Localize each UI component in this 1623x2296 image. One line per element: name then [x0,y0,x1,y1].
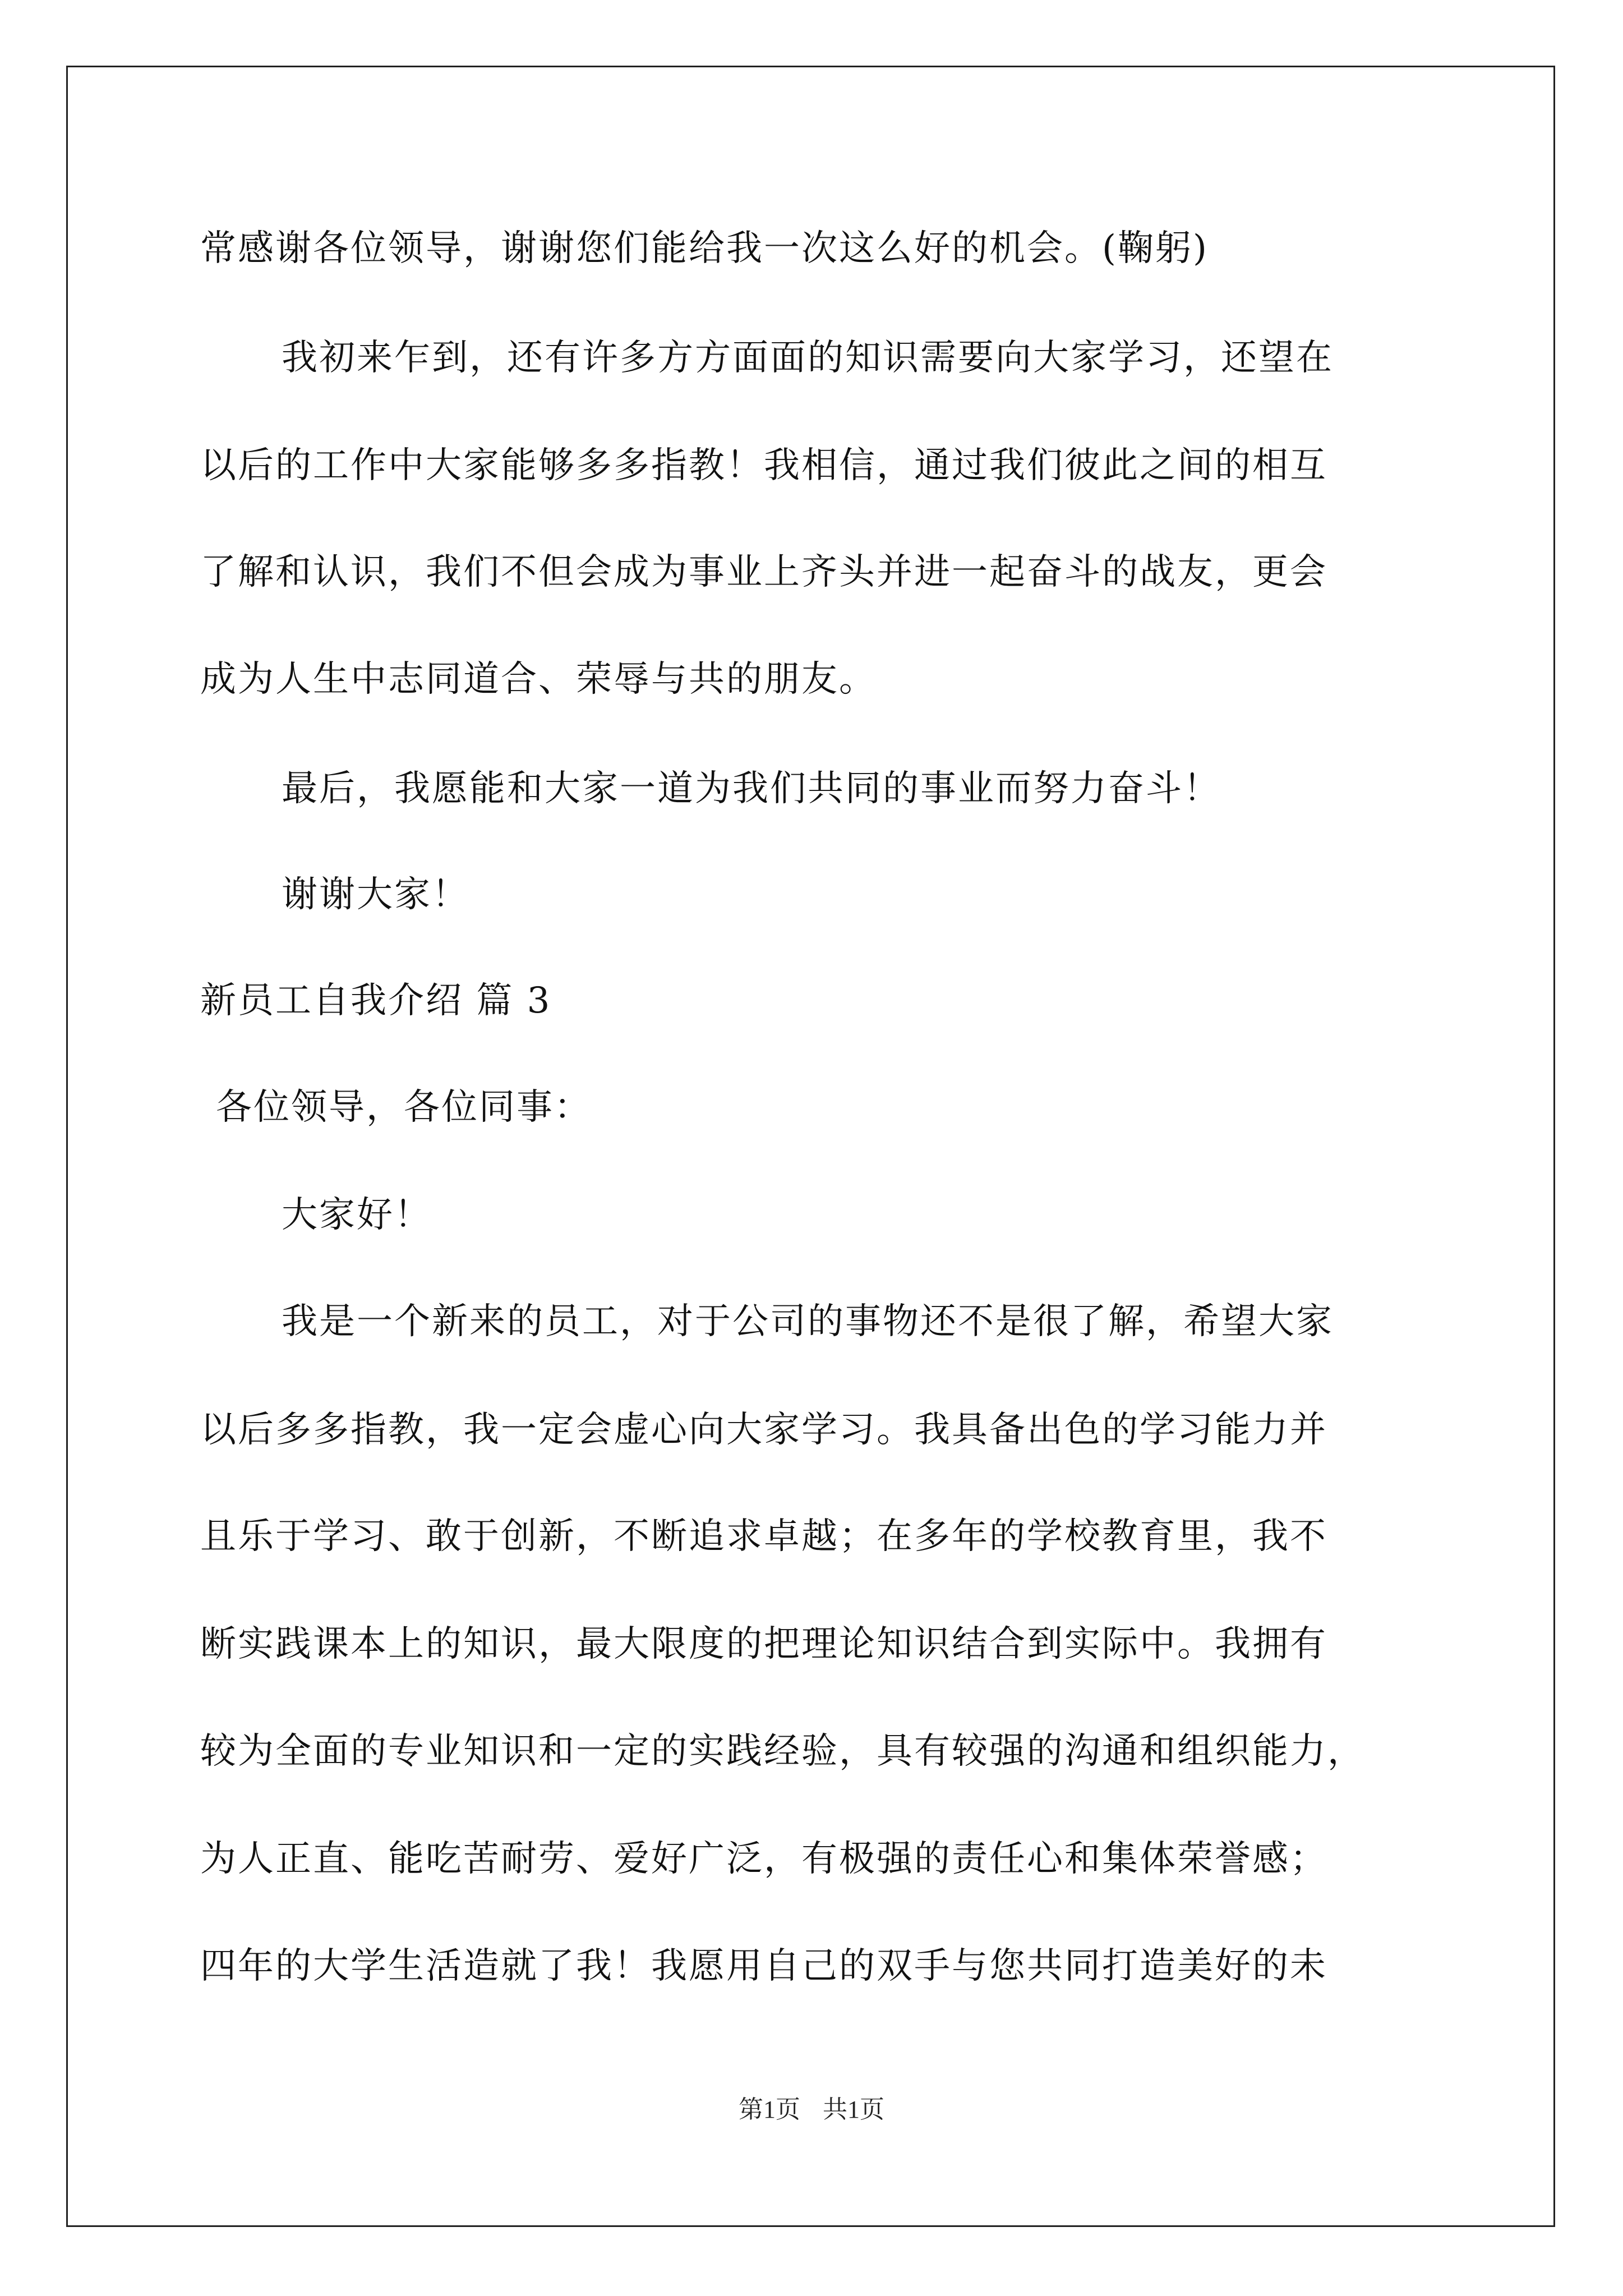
paragraph-line: 且乐于学习、敢于创新，不断追求卓越；在多年的学校教育里，我不 [200,1516,1327,1557]
paragraph-line: 断实践课本上的知识，最大限度的把理论知识结合到实际中。我拥有 [200,1623,1327,1665]
paragraph-line: 较为全面的专业知识和一定的实践经验，具有较强的沟通和组织能力， [200,1731,1365,1772]
paragraph-line: 以后的工作中大家能够多多指教！我相信，通过我们彼此之间的相互 [200,445,1327,486]
page-footer [0,2094,1623,2125]
greeting-line: 大家好！ [282,1194,432,1236]
paragraph-line: 为人正直、能吃苦耐劳、爱好广泛，有极强的责任心和集体荣誉感； [200,1838,1327,1880]
salutation-line: 各位领导，各位同事： [216,1087,592,1128]
page-border [66,66,1555,2227]
paragraph-line: 成为人生中志同道合、荣辱与共的朋友。 [200,659,877,700]
paragraph-line: 四年的大学生活造就了我！我愿用自己的双手与您共同打造美好的未 [200,1945,1327,1987]
page-total: 共1页 [823,2096,884,2123]
paragraph-line: 我是一个新来的员工，对于公司的事物还不是很了解，希望大家 [282,1301,1334,1342]
paragraph-line: 最后，我愿能和大家一道为我们共同的事业而努力奋斗！ [282,768,1221,809]
paragraph-line: 常感谢各位领导，谢谢您们能给我一次这么好的机会。(鞠躬) [200,228,1209,269]
paragraph-line: 谢谢大家！ [282,874,469,915]
paragraph-line: 了解和认识，我们不但会成为事业上齐头并进一起奋斗的战友，更会 [200,551,1327,593]
paragraph-line: 以后多多指教，我一定会虚心向大家学习。我具备出色的学习能力并 [200,1409,1327,1451]
section-heading: 新员工自我介绍 篇 3 [200,980,552,1022]
page-number: 第1页 [739,2096,800,2123]
paragraph-line: 我初来乍到，还有许多方方面面的知识需要向大家学习，还望在 [282,337,1334,379]
